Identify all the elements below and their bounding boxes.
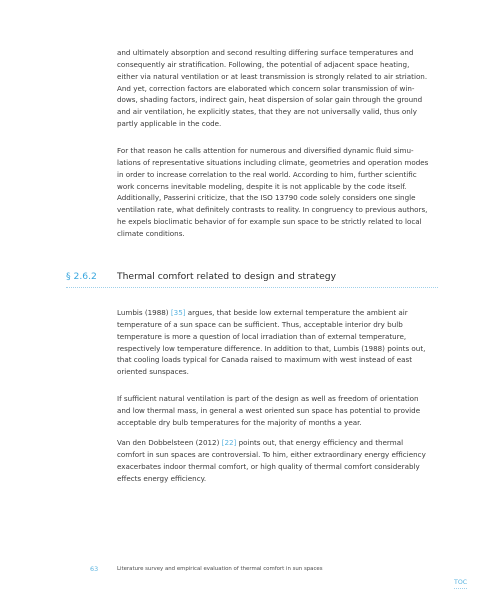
- text-line: [117, 343, 435, 355]
- text-line: [117, 71, 435, 83]
- section-heading: [66, 271, 438, 288]
- text-segment: and low thermal mass, in general a west oriented sun space has potential to provide: [117, 405, 421, 415]
- text-segment: and ultimately absorption and second resulting differing surface temperatures and: [117, 48, 414, 57]
- text-line: [117, 169, 435, 181]
- text-segment: dows, shading factors, indirect gain, heat dispersion of solar gain through the ground: [117, 95, 423, 105]
- body-paragraph: [117, 47, 435, 130]
- text-segment: temperature of a sun space can be sufficient. Thus, acceptable interior dry bulb: [117, 319, 403, 329]
- text-segment: argues, that beside low external temperature the ambient air: [185, 308, 408, 317]
- text-segment: in order to increase correlation to the real world. According to him, further scientific: [117, 169, 417, 179]
- text-segment: Van den Dobbelsteen (2012): [117, 438, 222, 447]
- text-line: [117, 83, 435, 95]
- text-line: [117, 461, 435, 473]
- text-line: [117, 354, 435, 366]
- text-line: [117, 449, 435, 461]
- text-segment: either via natural ventilation or at least transmission is strongly related to air striation.: [117, 71, 428, 81]
- text-segment: and air ventilation, he explicitly states, that they are not universally valid, thus only: [117, 107, 417, 117]
- text-line: [117, 405, 435, 417]
- text-line: [117, 393, 435, 405]
- text-segment: he expels bioclimatic behavior of for example sun space to be strictly related to local: [117, 217, 422, 227]
- text-line: [117, 59, 435, 71]
- text-segment: If sufficient natural ventilation is part of the design as well as freedom of orientation: [117, 394, 419, 403]
- text-line: [117, 118, 435, 130]
- text-segment: Additionally, Passerini criticize, that the ISO 13790 code solely considers one single: [117, 193, 416, 203]
- text-line: [117, 94, 435, 106]
- text-line: [117, 307, 435, 319]
- text-segment: lations of representative situations including climate, geometries and operation modes: [117, 157, 429, 167]
- text-line: [117, 319, 435, 331]
- text-segment: Lumbis (1988): [117, 308, 171, 317]
- text-line: [117, 366, 435, 378]
- text-segment: climate conditions.: [117, 228, 185, 238]
- body-paragraph: [117, 307, 435, 378]
- text-line: [117, 437, 435, 449]
- text-segment: partly applicable in the code.: [117, 119, 222, 129]
- text-segment: points out, that energy efficiency and thermal: [236, 438, 404, 447]
- text-segment: exacerbates indoor thermal comfort, or high quality of thermal comfort considerably: [117, 461, 420, 471]
- text-segment: that cooling loads typical for Canada raised to maximum with west instead of east: [117, 355, 412, 365]
- body-paragraph: [117, 145, 435, 240]
- text-segment: respectively low temperature difference. In addition to that, Lumbis (1988) points out,: [117, 343, 426, 353]
- toc-link[interactable]: TOC: [454, 578, 467, 589]
- text-line: [117, 181, 435, 193]
- running-footer-title: Literature survey and empirical evaluation of thermal comfort in sun spaces: [117, 566, 323, 572]
- text-segment: effects energy efficiency.: [117, 473, 207, 483]
- text-line: [117, 145, 435, 157]
- text-line: [117, 204, 435, 216]
- text-segment: comfort in sun spaces are controversial. To him, either extraordinary energy efficiency: [117, 449, 426, 459]
- text-line: [117, 228, 435, 240]
- body-paragraph: [117, 393, 435, 429]
- citation-link[interactable]: [22]: [221, 438, 237, 447]
- text-line: [117, 331, 435, 343]
- text-segment: oriented sunspaces.: [117, 367, 189, 377]
- text-line: [117, 157, 435, 169]
- section-number: § 2.6.2: [66, 271, 97, 282]
- text-line: [117, 192, 435, 204]
- page-number: 63: [90, 565, 99, 573]
- text-segment: ventilation rate, what definitely contrasts to reality. In congruency to previous authors,: [117, 205, 428, 215]
- text-line: [117, 106, 435, 118]
- text-segment: acceptable dry bulb temperatures for the majority of months a year.: [117, 417, 362, 427]
- text-segment: temperature is more a question of local irradiation than of external temperature,: [117, 331, 407, 341]
- text-segment: For that reason he calls attention for numerous and diversified dynamic fluid simu-: [117, 146, 414, 155]
- citation-link[interactable]: [35]: [170, 308, 186, 317]
- text-segment: consequently air stratification. Following, the potential of adjacent space heating,: [117, 59, 410, 69]
- text-segment: And yet, correction factors are elaborated which concern solar transmission of win-: [117, 83, 415, 93]
- text-line: [117, 417, 435, 429]
- section-title: Thermal comfort related to design and strategy: [117, 271, 337, 282]
- text-segment: work concerns inevitable modeling, despite it is not applicable by the code itself.: [117, 181, 407, 191]
- text-line: [117, 473, 435, 485]
- text-line: [117, 47, 435, 59]
- body-paragraph: [117, 437, 435, 484]
- text-line: [117, 216, 435, 228]
